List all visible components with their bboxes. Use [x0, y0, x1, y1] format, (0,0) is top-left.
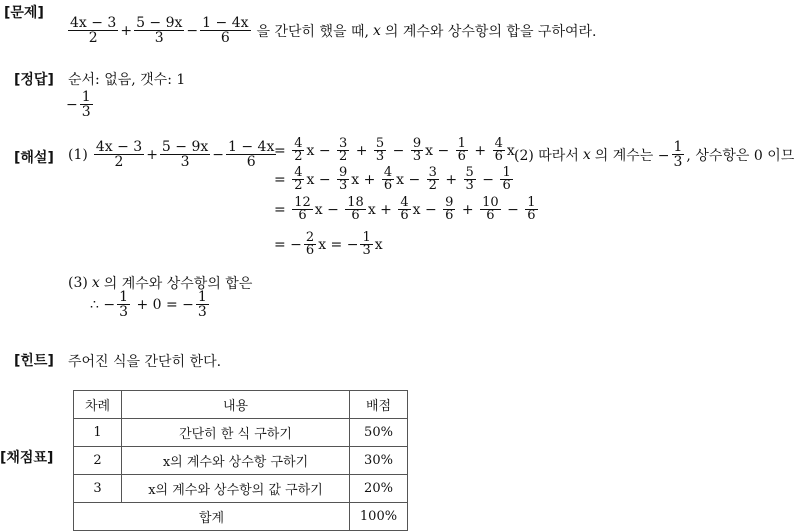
numerator: 1	[119, 289, 129, 305]
denominator: 3	[81, 104, 91, 120]
header-cell: 차례	[74, 391, 122, 419]
problem-fraction-2	[134, 16, 184, 45]
table-cell: 30%	[350, 447, 408, 475]
numerator: 9	[445, 195, 454, 210]
numerator: 4x − 3	[70, 15, 117, 31]
step-text: 의 계수는 −	[594, 147, 670, 164]
math-text: =	[274, 171, 291, 188]
numerator: 4	[294, 136, 303, 151]
explanation-step1-lhs	[68, 140, 278, 169]
numerator: 2	[305, 230, 315, 245]
fraction	[525, 197, 537, 222]
fraction	[480, 197, 501, 222]
table-cell: 1	[74, 419, 122, 447]
derivation-line-4	[274, 232, 383, 257]
numerator: 3	[339, 136, 348, 151]
answer-sign: −	[66, 96, 78, 113]
math-text: +	[469, 142, 491, 159]
denominator: 6	[457, 149, 466, 164]
fraction	[464, 167, 476, 192]
total-value: 100%	[350, 503, 408, 531]
numerator: 3	[428, 165, 437, 180]
denominator: 6	[527, 208, 536, 223]
table-header-row	[74, 391, 408, 419]
numerator: 1	[81, 89, 91, 105]
numerator: 4	[294, 165, 303, 180]
fraction	[304, 232, 316, 257]
denominator: 3	[362, 243, 371, 258]
grading-table	[73, 390, 408, 531]
numerator: 4	[383, 165, 393, 180]
math-text: = −	[274, 236, 302, 253]
answer-value	[66, 90, 95, 119]
problem-label: [문제]	[4, 5, 44, 21]
grading-label: [채점표]	[0, 450, 54, 466]
numerator: 12	[294, 195, 311, 210]
math-text: x −	[306, 171, 335, 188]
explanation-label: [해설]	[14, 150, 54, 166]
math-text: x −	[412, 201, 442, 218]
numerator: 1	[502, 165, 511, 180]
table-cell: x의 계수와 상수항 구하기	[122, 447, 350, 475]
denominator: 3	[375, 149, 385, 164]
derivation-line-2	[274, 167, 515, 192]
total-label: 합계	[74, 503, 350, 531]
fraction	[117, 290, 130, 319]
numerator: 18	[347, 195, 364, 210]
fraction	[382, 167, 394, 192]
denominator: 2	[88, 30, 98, 46]
denominator: 6	[246, 154, 256, 170]
math-text: x −	[396, 171, 425, 188]
variable-x: x	[372, 22, 381, 39]
problem-text: 을 간단히 했을 때,	[256, 23, 369, 40]
numerator: 1	[197, 289, 207, 305]
math-text: −	[477, 171, 499, 188]
math-text: x = −	[318, 236, 359, 253]
problem-fraction-1	[68, 16, 118, 45]
denominator: 3	[180, 154, 190, 170]
fraction	[345, 197, 366, 222]
math-text: ∴ −	[90, 296, 116, 313]
fraction	[500, 167, 512, 192]
numerator: 1	[362, 230, 371, 245]
denominator: 6	[502, 178, 511, 193]
numerator: 4x − 3	[95, 139, 143, 155]
denominator: 6	[445, 208, 454, 223]
fraction	[196, 290, 209, 319]
math-text: x +	[351, 171, 380, 188]
math-text: x −	[425, 142, 454, 159]
fraction	[292, 167, 304, 192]
derivation-line-3	[274, 197, 540, 222]
table-cell: x의 계수와 상수항의 값 구하기	[122, 475, 350, 503]
numerator: 1	[457, 136, 466, 151]
numerator: 5 − 9x	[136, 15, 183, 31]
step-text: , 상수항은 0 이므	[686, 147, 795, 164]
step-text: (2) 따라서	[514, 147, 579, 164]
math-text: =	[274, 142, 291, 159]
operator: +	[146, 146, 158, 163]
answer-label: [정답]	[14, 72, 54, 88]
denominator: 6	[298, 208, 307, 223]
numerator: 1 − 4x	[202, 15, 249, 31]
header-cell: 배점	[350, 391, 408, 419]
numerator: 9	[339, 165, 348, 180]
problem-text: 의 계수와 상수항의 합을 구하여라.	[384, 23, 597, 40]
denominator: 6	[305, 243, 315, 258]
denominator: 6	[400, 208, 409, 223]
derivation-line-1	[274, 138, 515, 163]
fraction	[337, 167, 349, 192]
math-text: −	[388, 142, 409, 159]
operator: −	[212, 146, 224, 163]
variable-x: x	[91, 275, 100, 291]
step-text: 의 계수와 상수항의 합은	[103, 276, 253, 292]
answer-fraction	[80, 90, 93, 119]
denominator: 3	[673, 154, 683, 170]
table-cell: 50%	[350, 419, 408, 447]
hint-text: 주어진 식을 간단히 한다.	[68, 354, 222, 370]
fraction	[443, 197, 455, 222]
table-total-row	[74, 503, 408, 531]
operator: −	[186, 22, 199, 39]
numerator: 1	[527, 195, 536, 210]
math-text: x +	[367, 201, 397, 218]
denominator: 3	[412, 149, 422, 164]
fraction	[427, 167, 439, 192]
fraction	[337, 138, 349, 163]
table-row	[74, 475, 408, 503]
numerator: 10	[482, 195, 499, 210]
step-tag: (1)	[68, 146, 88, 163]
fraction	[374, 138, 386, 163]
denominator: 2	[114, 154, 124, 170]
denominator: 2	[294, 149, 303, 164]
numerator: 5 − 9x	[161, 139, 209, 155]
numerator: 1 − 4x	[228, 139, 275, 155]
denominator: 2	[428, 178, 437, 193]
fraction	[398, 197, 410, 222]
denominator: 6	[383, 178, 393, 193]
denominator: 6	[486, 208, 495, 223]
math-text: x −	[314, 201, 344, 218]
problem-fraction-3	[200, 16, 250, 45]
numerator: 1	[673, 139, 683, 155]
denominator: 3	[119, 304, 129, 320]
denominator: 6	[351, 208, 360, 223]
denominator: 6	[220, 30, 230, 46]
denominator: 3	[465, 178, 474, 193]
table-cell: 3	[74, 475, 122, 503]
denominator: 3	[197, 304, 207, 320]
hint-label: [힌트]	[14, 353, 54, 369]
fraction	[456, 138, 468, 163]
table-cell: 2	[74, 447, 122, 475]
math-text: +	[457, 201, 479, 218]
fraction	[411, 138, 423, 163]
math-text: =	[274, 201, 291, 218]
problem-statement	[66, 16, 596, 45]
math-text: +	[440, 171, 462, 188]
numerator: 5	[465, 165, 474, 180]
math-text: −	[502, 201, 524, 218]
table-cell: 간단히 한 식 구하기	[122, 419, 350, 447]
table-cell: 20%	[350, 475, 408, 503]
explanation-step2	[514, 140, 794, 169]
table-row	[74, 419, 408, 447]
numerator: 4	[494, 136, 503, 151]
header-cell: 내용	[122, 391, 350, 419]
denominator: 2	[294, 178, 303, 193]
table-row	[74, 447, 408, 475]
numerator: 9	[412, 136, 422, 151]
math-text: x −	[306, 142, 335, 159]
math-text: x	[374, 236, 383, 253]
fraction	[360, 232, 372, 257]
numerator: 4	[400, 195, 409, 210]
numerator: 5	[375, 136, 385, 151]
operator: +	[120, 22, 133, 39]
fraction	[493, 138, 505, 163]
denominator: 6	[494, 149, 503, 164]
step-tag: (3)	[68, 275, 88, 291]
math-text: +	[351, 142, 372, 159]
fraction	[292, 138, 304, 163]
denominator: 2	[339, 149, 348, 164]
denominator: 3	[339, 178, 348, 193]
math-text: + 0 = −	[132, 296, 194, 313]
variable-x: x	[582, 146, 591, 163]
math-text: x	[506, 142, 515, 159]
fraction	[292, 197, 313, 222]
denominator: 3	[154, 30, 164, 46]
derivation-conclusion	[90, 290, 211, 319]
answer-meta: 순서: 없음, 갯수: 1	[68, 72, 186, 88]
